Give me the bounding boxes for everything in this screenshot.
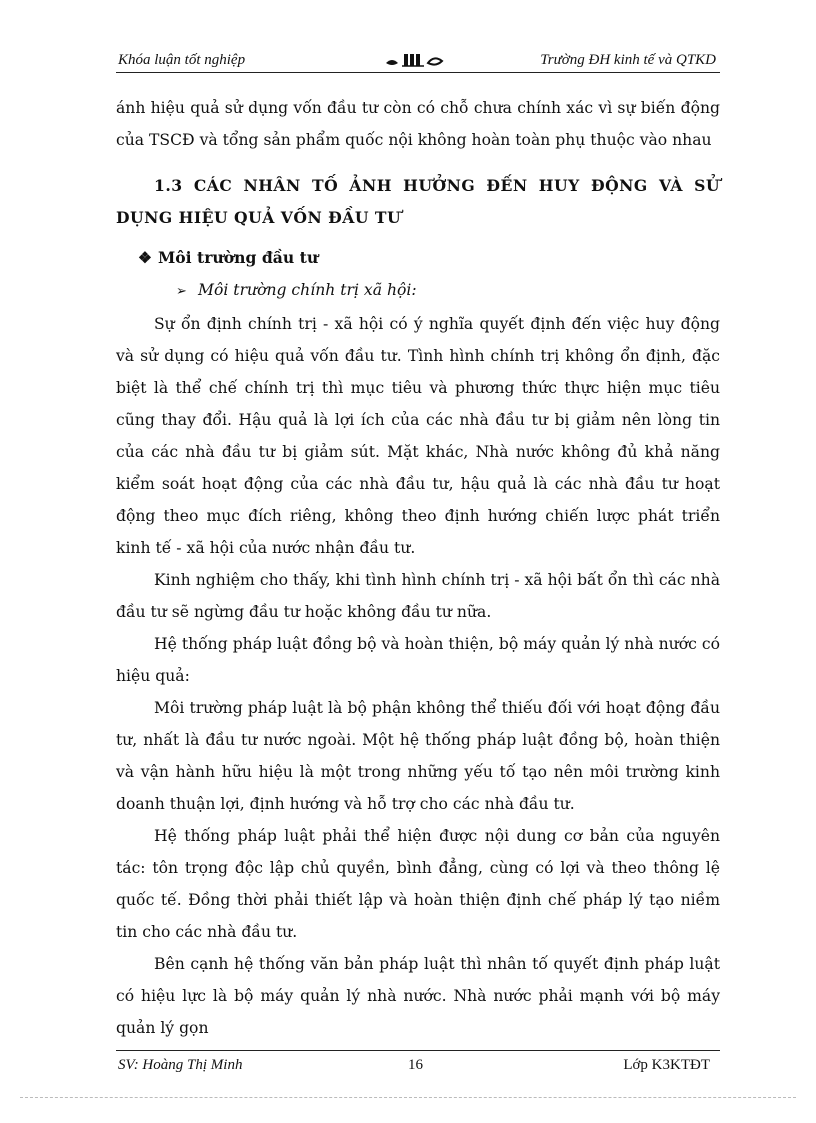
page-number: 16 — [408, 1057, 423, 1073]
diamond-bullet-icon: ❖ — [138, 248, 152, 267]
body-paragraph: Bên cạnh hệ thống văn bản pháp luật thì nhân tố quyết định pháp luật có hiệu lực là bộ máy quản lý nhà nước. Nhà nước phải mạnh với bộ máy quản lý gọn — [116, 955, 720, 1037]
arrow-bullet-icon: ➢ — [176, 284, 187, 299]
page-header — [116, 50, 720, 73]
body-paragraph: Hệ thống pháp luật phải thể hiện được nội dung cơ bản của nguyên tác: tôn trọng độc lập chủ quyền, bình đẳng, cùng có lợi và theo thông lệ quốc tế. Đồng thời phải thiết lập và hoàn thiện định chế pháp lý tạo niềm tin cho các nhà đầu tư. — [116, 827, 720, 941]
header-thesis-title: Khóa luận tốt nghiệp — [118, 52, 246, 68]
section-heading: 1.3 CÁC NHÂN TỐ ẢNH HƯỞNG ĐẾN HUY ĐỘNG VÀ SỬ DỤNG HIỆU QUẢ VỐN ĐẦU TƯ — [116, 176, 720, 227]
body-paragraph: Môi trường pháp luật là bộ phận không thể thiếu đối với hoạt động đầu tư, nhất là đầu tư nước ngoài. Một hệ thống pháp luật đồng bộ, hoàn thiện và vận hành hữu hiệu là một trong những yếu tố tạo nên môi trường kinh doanh thuận lợi, định hướng và hỗ trợ cho các nhà đầu tư. — [116, 699, 720, 813]
bullet-main-text: Môi trường đầu tư — [158, 248, 319, 267]
continuation-paragraph: ánh hiệu quả sử dụng vốn đầu tư còn có chỗ chưa chính xác vì sự biến động của TSCĐ và tổng sản phẩm quốc nội không hoàn toàn phụ thuộc vào nhau — [116, 99, 720, 149]
body-paragraph: Sự ổn định chính trị - xã hội có ý nghĩa quyết định đến việc huy động và sử dụng có hiệu quả vốn đầu tư. Tình hình chính trị không ổn định, đặc biệt là thể chế chính trị thì mục tiêu và phương thức thực hiện mục tiêu cũng thay đổi. Hậu quả là lợi ích của các nhà đầu tư bị giảm nên lòng tin của các nhà đầu tư bị giảm sút. Mặt khác, Nhà nước không đủ khả năng kiểm soát hoạt động của các nhà đầu tư, hậu quả là các nhà đầu tư hoạt động theo mục đích riêng, không theo định hướng chiến lược phát triển kinh tế - xã hội của nước nhận đầu tư. — [116, 315, 720, 557]
bullet-main — [116, 242, 720, 274]
header-university: Trường ĐH kinh tế và QTKD — [540, 52, 716, 68]
bullet-sub — [116, 274, 720, 308]
page-break-divider — [20, 1097, 796, 1098]
bullet-sub-text: Môi trường chính trị xã hội: — [198, 281, 417, 299]
book-ornament-icon — [384, 51, 446, 69]
page-footer — [116, 1050, 720, 1081]
footer-class: Lớp K3KTĐT — [623, 1057, 710, 1073]
body-paragraph: Kinh nghiệm cho thấy, khi tình hình chính trị - xã hội bất ổn thì các nhà đầu tư sẽ ngừng đầu tư hoặc không đầu tư nữa. — [116, 571, 720, 621]
footer-student: SV: Hoàng Thị Minh — [118, 1057, 243, 1073]
document-body — [116, 92, 720, 1044]
body-paragraph: Hệ thống pháp luật đồng bộ và hoàn thiện, bộ máy quản lý nhà nước có hiệu quả: — [116, 635, 720, 685]
